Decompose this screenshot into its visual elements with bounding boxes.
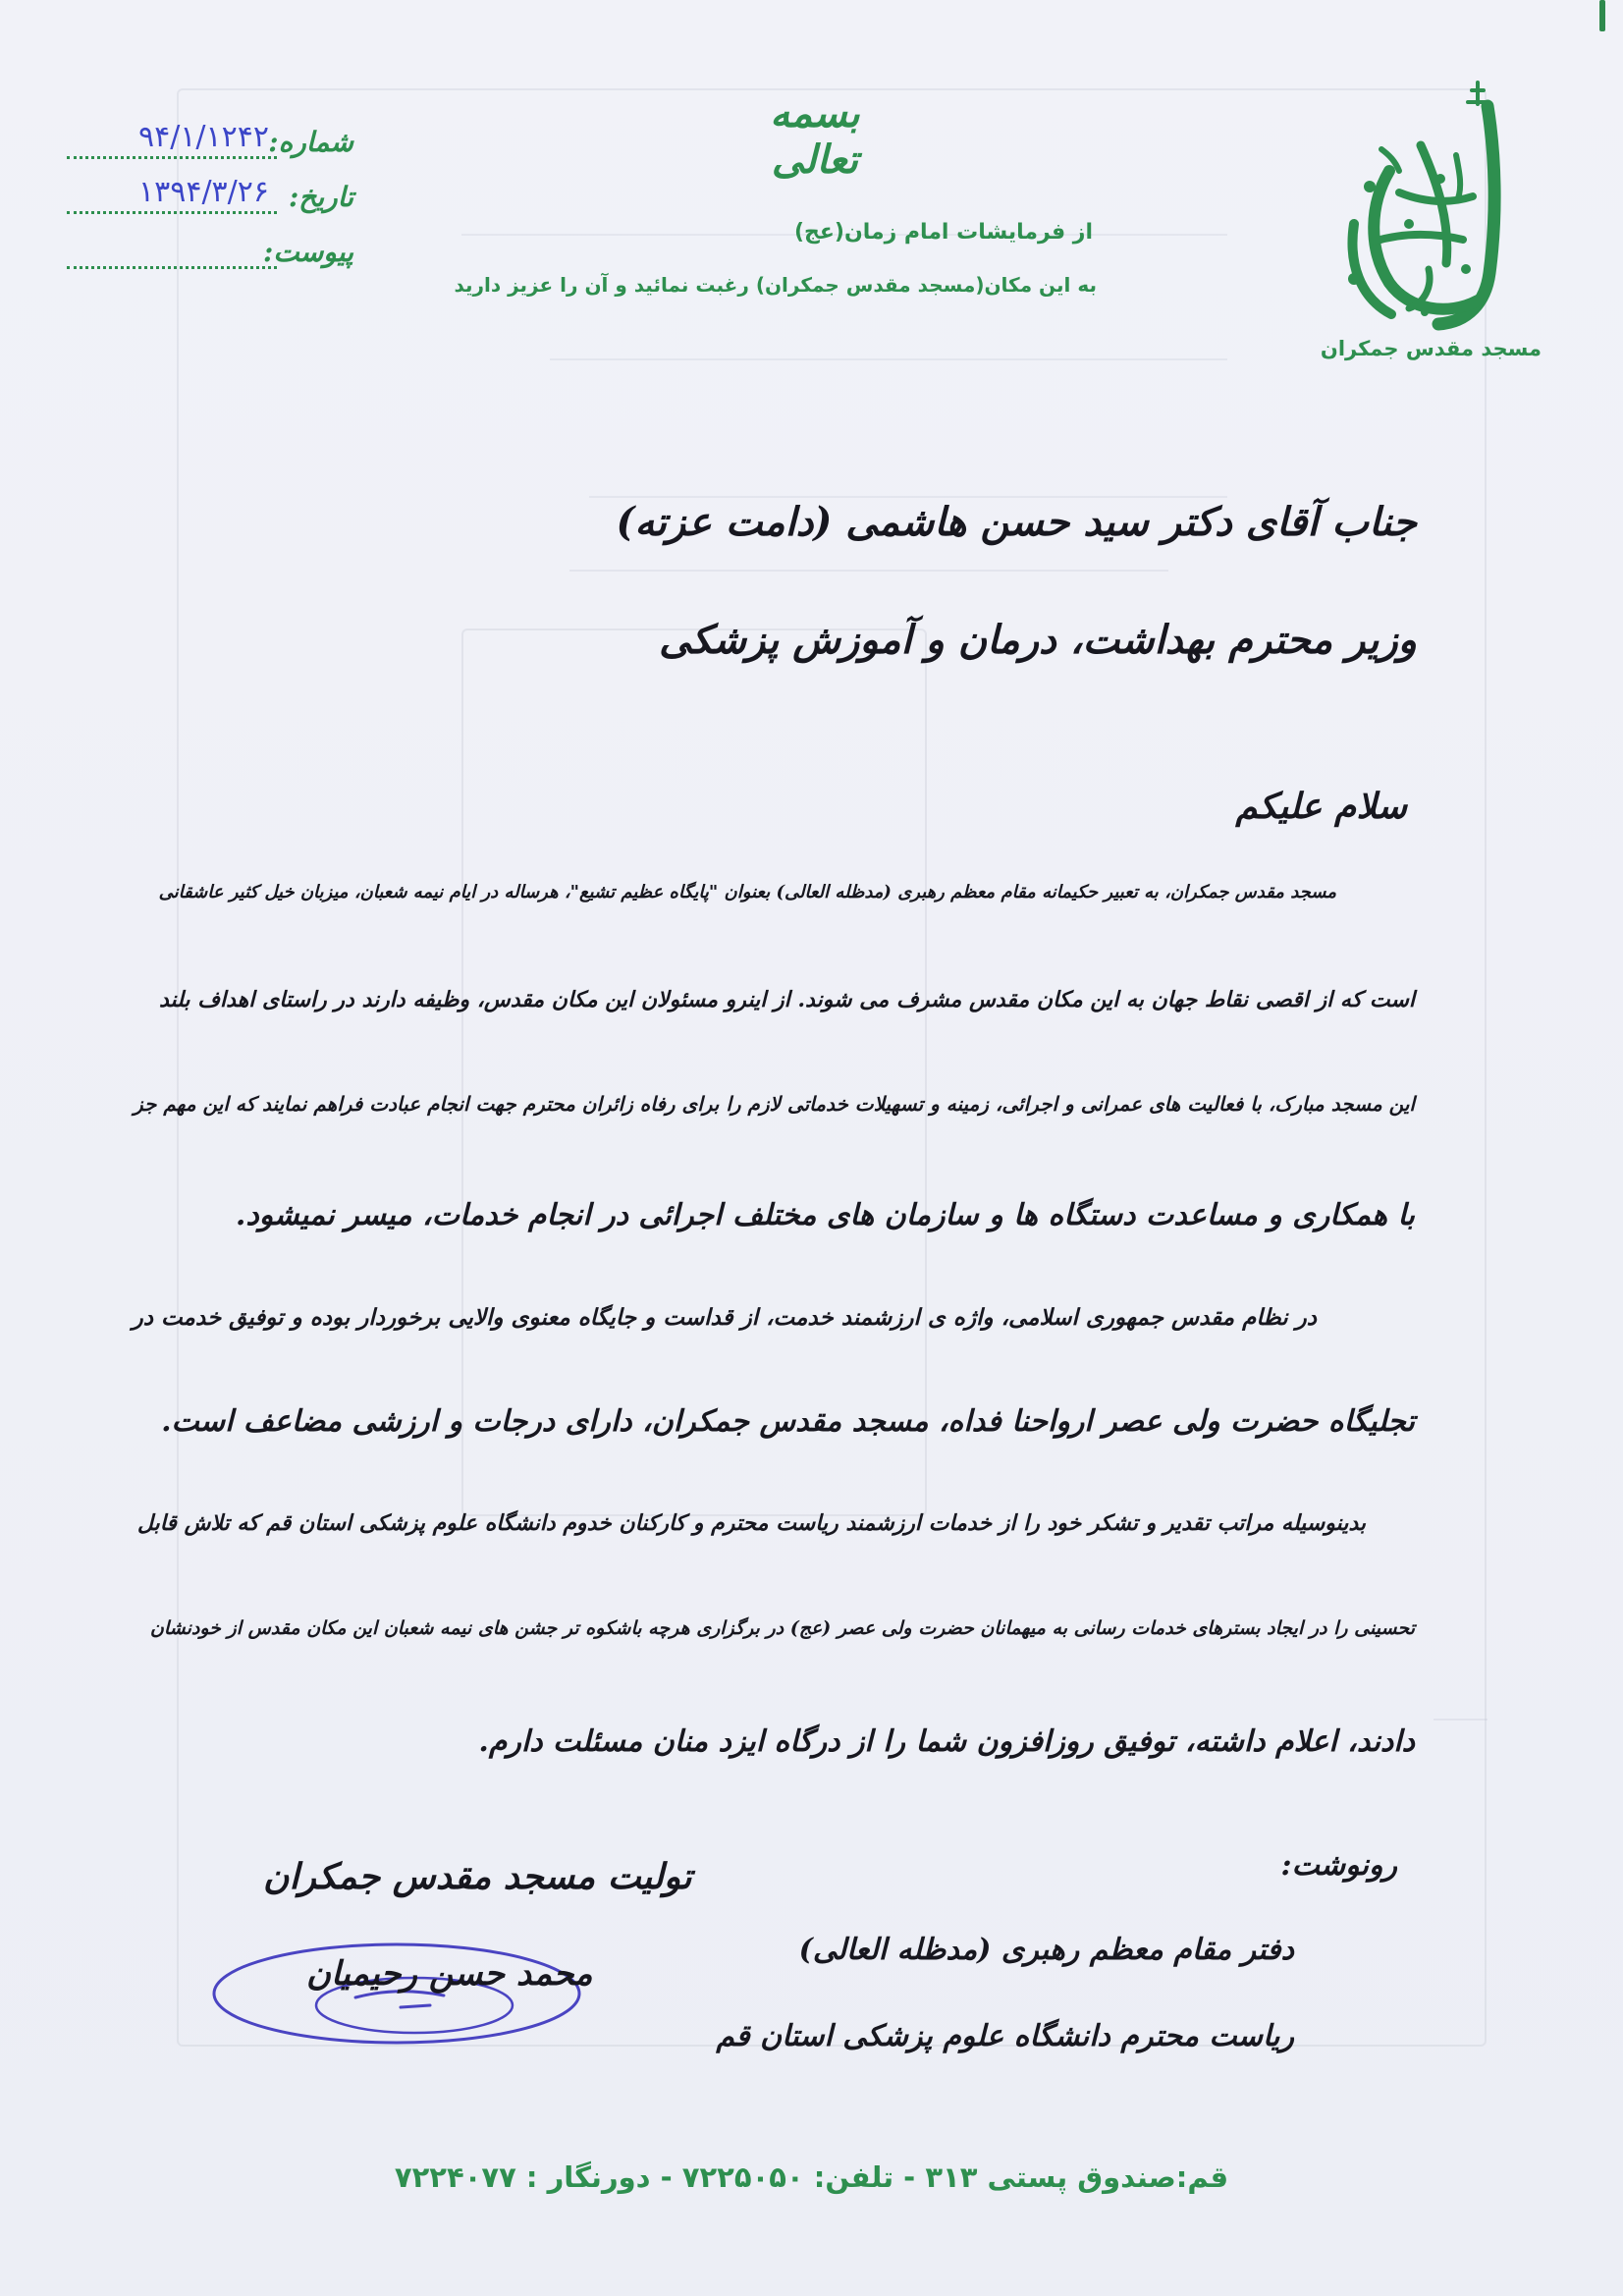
footer-contact: قم:صندوق پستی ۳۱۳ - تلفن: ۷۲۲۵۰۵۰ - دورنگار : ۷۲۲۴۰۷۷: [394, 2160, 1229, 2194]
attachment-row: [59, 236, 353, 275]
paragraph-2-line: در نظام مقدس جمهوری اسلامی، واژه ی ارزشمند خدمت، از قداست و جایگاه معنوی والایی برخوردار بوده و توفیق خدمت در: [132, 1304, 1317, 1331]
logo-caption: مسجد مقدس جمکران: [1320, 337, 1542, 360]
date-dots: [67, 211, 277, 214]
quote-line-1: از فرمایشات امام زمان(عج): [793, 220, 1093, 245]
paragraph-1-line: مسجد مقدس جمکران، به تعبیر حکیمانه مقام معظم رهبری (مدظله العالی) بعنوان "پایگاه عظیم تشیع"، هرساله در ایام نیمه شعبان، میزبان خیل کثیر عاشقانی: [158, 882, 1336, 902]
show-through-line: [1434, 1719, 1488, 1721]
show-through-box: [461, 629, 927, 1516]
paragraph-2-line: تجلیگاه حضرت ولی عصر ارواحنا فداه، مسجد مقدس جمکران، دارای درجات و ارزشی مضاعف است.: [161, 1404, 1415, 1439]
show-through-line: [569, 570, 1168, 572]
number-label: شماره:: [268, 126, 353, 158]
edge-mark: [1599, 0, 1605, 31]
recipient-title: وزیر محترم بهداشت، درمان و آموزش پزشکی: [659, 617, 1417, 663]
paragraph-3-line: بدینوسیله مراتب تقدیر و تشکر خود را از خدمات ارزشمند ریاست محترم و کارکنان خدوم دانشگاه علوم پزشکی استان قم که تلاش قابل: [136, 1510, 1366, 1536]
date-value: ۱۳۹۴/۳/۲۶: [137, 175, 269, 209]
signatory-title: تولیت مسجد مقدس جمکران: [263, 1856, 692, 1897]
copies-label: رونوشت:: [1280, 1848, 1397, 1883]
number-value: ۹۴/۱/۱۲۴۲: [137, 120, 269, 154]
quote-line-2: به این مکان(مسجد مقدس جمکران) رغبت نمائید و آن را عزیز دارید: [454, 273, 1097, 297]
bismillah-heading: بسمه تعالی: [770, 90, 860, 183]
paragraph-1-line: با همکاری و مساعدت دستگاه ها و سازمان های مختلف اجرائی در انجام خدمات، میسر نمیشود.: [235, 1198, 1415, 1232]
recipient-name: جناب آقای دکتر سید حسن هاشمی (دامت عزته): [616, 499, 1417, 545]
number-dots: [67, 156, 277, 159]
number-row: [59, 120, 353, 165]
paragraph-1-line: این مسجد مبارک، با فعالیت های عمرانی و اجرائی، زمینه و تسهیلات خدماتی لازم را برای رفاه زائران محترم جهت انجام عبادت فراهم نمایند که این مهم جز: [133, 1092, 1415, 1116]
show-through-line: [589, 496, 1227, 498]
date-row: [59, 175, 353, 220]
paragraph-1-line: است که از اقصی نقاط جهان به این مکان مقدس مشرف می شوند. از اینرو مسئولان این مکان مقدس، وظیفه دارند در راستای اهداف بلند: [158, 987, 1415, 1012]
date-label: تاریخ:: [288, 181, 353, 213]
copy-recipient: دفتر مقام معظم رهبری (مدظله العالی): [798, 1933, 1294, 1967]
attachment-dots: [67, 266, 277, 269]
jamkaran-mosque-logo: [1330, 77, 1532, 332]
show-through-line: [550, 358, 1227, 360]
greeting: سلام علیکم: [1235, 786, 1407, 827]
attachment-label: پیوست:: [263, 236, 353, 268]
paragraph-3-line: دادند، اعلام داشته، توفیق روزافزون شما را از درگاه ایزد منان مسئلت دارم.: [478, 1724, 1415, 1759]
signatory-name: محمد حسن رحیمیان: [306, 1954, 593, 1994]
paragraph-3-line: تحسینی را در ایجاد بسترهای خدمات رسانی به میهمانان حضرت ولی عصر (عج) در برگزاری هرچه باشکوه تر جشن های نیمه شعبان این مکان مقدس از خودنشان: [149, 1617, 1415, 1639]
copy-recipient: ریاست محترم دانشگاه علوم پزشکی استان قم: [716, 2019, 1294, 2053]
